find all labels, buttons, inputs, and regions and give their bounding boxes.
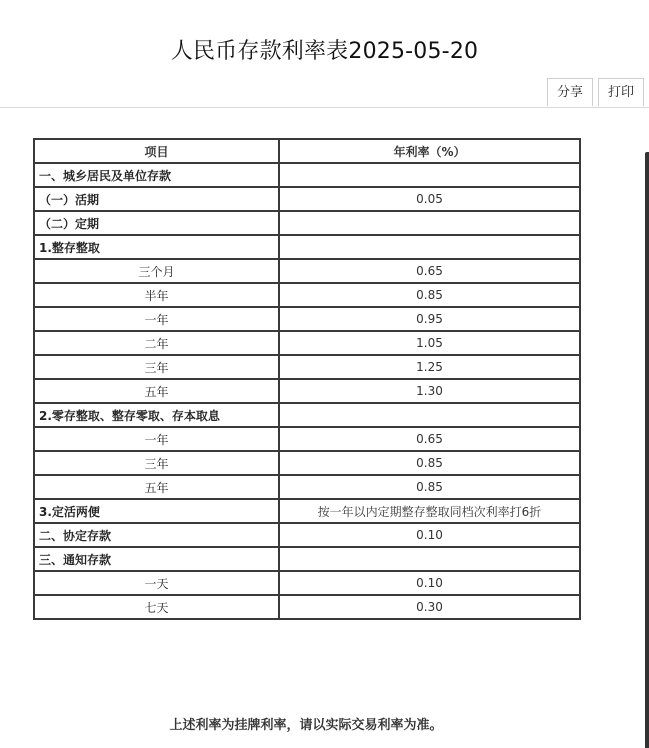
table-row <box>34 403 580 427</box>
table-row <box>34 187 580 211</box>
row-rate-value: 0.65 <box>279 427 580 451</box>
row-rate-value: 0.85 <box>279 283 580 307</box>
row-item-label: 二、协定存款 <box>34 523 279 547</box>
header-item: 项目 <box>34 139 279 163</box>
page-title: 人民币存款利率表2025-05-20 <box>170 39 479 64</box>
row-item-label: 一、城乡居民及单位存款 <box>34 163 279 187</box>
row-rate-value: 0.10 <box>279 571 580 595</box>
table-row <box>34 307 580 331</box>
table-row <box>34 499 580 523</box>
row-rate-value <box>279 547 580 571</box>
row-item-label: 二年 <box>34 331 279 355</box>
table-row <box>34 523 580 547</box>
table-row <box>34 331 580 355</box>
row-item-label: 1.整存整取 <box>34 235 279 259</box>
header-rate: 年利率（%） <box>279 139 580 163</box>
row-item-label: 2.零存整取、整存零取、存本取息 <box>34 403 279 427</box>
row-item-label: 3.定活两便 <box>34 499 279 523</box>
row-rate-value: 按一年以内定期整存整取同档次利率打6折 <box>279 499 580 523</box>
table-header-row <box>34 139 580 163</box>
table-row <box>34 595 580 619</box>
row-item-label: 七天 <box>34 595 279 619</box>
table-row <box>34 235 580 259</box>
row-item-label: （二）定期 <box>34 211 279 235</box>
table-row <box>34 451 580 475</box>
print-button[interactable]: 打印 <box>598 78 644 106</box>
row-item-label: 一年 <box>34 427 279 451</box>
row-rate-value <box>279 403 580 427</box>
table-row <box>34 547 580 571</box>
footer-note: 上述利率为挂牌利率，请以实际交易利率为准。 <box>169 718 443 733</box>
row-item-label: 五年 <box>34 379 279 403</box>
table-row <box>34 163 580 187</box>
row-item-label: 一年 <box>34 307 279 331</box>
row-item-label: （一）活期 <box>34 187 279 211</box>
row-rate-value <box>279 235 580 259</box>
row-rate-value: 0.85 <box>279 451 580 475</box>
scrollbar[interactable] <box>645 152 649 748</box>
table-body <box>34 163 580 619</box>
row-item-label: 三年 <box>34 451 279 475</box>
table-row <box>34 427 580 451</box>
row-item-label: 一天 <box>34 571 279 595</box>
row-rate-value: 0.85 <box>279 475 580 499</box>
row-item-label: 半年 <box>34 283 279 307</box>
row-rate-value: 0.95 <box>279 307 580 331</box>
table-row <box>34 259 580 283</box>
row-item-label: 五年 <box>34 475 279 499</box>
row-rate-value: 0.05 <box>279 187 580 211</box>
row-rate-value: 1.25 <box>279 355 580 379</box>
share-button[interactable]: 分享 <box>547 78 593 106</box>
table-row <box>34 355 580 379</box>
toolbar-divider <box>0 107 649 108</box>
table-row <box>34 283 580 307</box>
table-row <box>34 571 580 595</box>
row-rate-value <box>279 211 580 235</box>
deposit-rate-table <box>33 138 581 620</box>
table-row <box>34 475 580 499</box>
row-item-label: 三个月 <box>34 259 279 283</box>
row-rate-value: 1.05 <box>279 331 580 355</box>
row-rate-value: 1.30 <box>279 379 580 403</box>
table-row <box>34 379 580 403</box>
row-rate-value: 0.30 <box>279 595 580 619</box>
row-item-label: 三、通知存款 <box>34 547 279 571</box>
row-rate-value: 0.10 <box>279 523 580 547</box>
table-row <box>34 211 580 235</box>
row-rate-value: 0.65 <box>279 259 580 283</box>
row-item-label: 三年 <box>34 355 279 379</box>
row-rate-value <box>279 163 580 187</box>
